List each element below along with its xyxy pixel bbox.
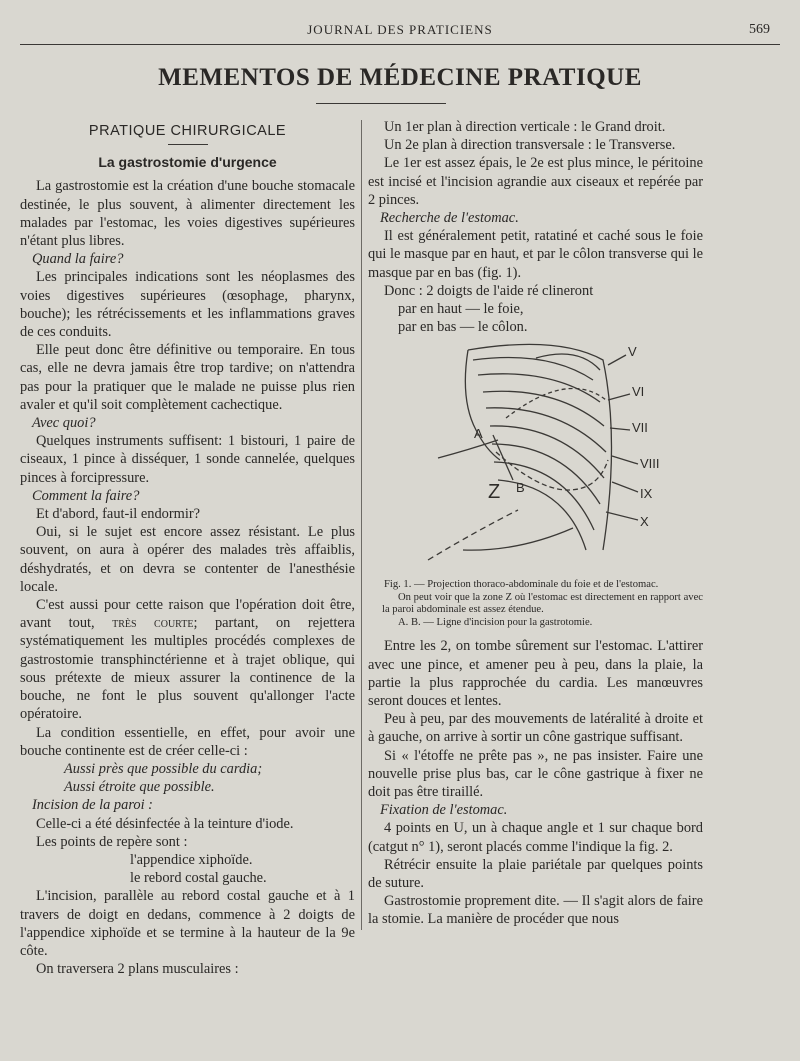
indented-line: par en haut — le foie, <box>398 301 524 318</box>
header-rule <box>20 44 780 45</box>
paragraph: Un 2e plan à direction transversale : le Transverse. <box>384 137 676 154</box>
paragraph: Entre les 2, on tombe sûrement sur l'estomac. L'attirer avec une pince, et amener peu à peu, dans la plaie, la partie la plus rapprochée du cardia. Les manœuvres seront douces et lentes. <box>368 638 703 710</box>
caption-line: Fig. 1. — Projection thoraco-abdominale du foie et de l'estomac. <box>384 579 659 591</box>
title-rule <box>316 103 446 104</box>
paragraph: Rétrécir ensuite la plaie pariétale par quelques points de suture. <box>368 856 703 892</box>
rib-diagram <box>368 340 703 575</box>
landmark-line: le rebord costal gauche. <box>130 870 267 887</box>
pointer-line <box>612 456 638 464</box>
caption-line: A. B. — Ligne d'incision pour la gastrotomie. <box>398 616 593 628</box>
liver-edge <box>506 389 606 419</box>
left-column <box>20 120 355 978</box>
right-column <box>368 118 703 929</box>
spacer <box>368 629 703 637</box>
point-label: B <box>516 480 525 496</box>
quote-line: Aussi étroite que possible. <box>64 779 215 796</box>
rib-label: VI <box>632 384 645 400</box>
paragraph: La gastrostomie est la création d'une bouche stomacale destinée, le plus souvent, à alimenter directement les malades par l'estomac, les voies digestives supérieures n'étant plus libres. <box>20 178 355 250</box>
text-run: ; partant, on rejettera systématiquement les multiples procédés complexes de gastrostomie transphinctérienne et à trajet oblique, qui sous prétexte de mieux assurer la continence de la bouche, ne font le plus souvent qu'allonger l'acte opératoire. <box>20 615 355 723</box>
paragraph: L'incision, parallèle au rebord costal gauche et à 1 travers de doigt en dedans, commence à 2 doigts de l'appendice xiphoïde et se termine à la hauteur de la 9e côte. <box>20 888 355 959</box>
paragraph: Donc : 2 doigts de l'aide ré clineront <box>384 282 594 299</box>
point-label: A <box>474 426 483 442</box>
paragraph: Si « l'étoffe ne prête pas », ne pas insister. Faire une nouvelle prise plus bas, car le cône gastrique à fixer ne doit pas être tiraillé. <box>368 747 703 801</box>
paragraph: Les principales indications sont les néoplasmes des voies digestives supérieures (œsophage, pharynx, bouche); les rétrécissements et les inflammations graves de ces conduits. <box>20 269 355 341</box>
article-title: La gastrostomie d'urgence <box>98 154 277 171</box>
pointer-line <box>608 355 626 365</box>
journal-name: JOURNAL DES PRATICIENS <box>307 22 493 37</box>
paragraph: On traversera 2 plans musculaires : <box>36 961 239 978</box>
pointer-line <box>610 428 630 430</box>
section-rule <box>168 144 208 145</box>
small-caps-run: très courte <box>112 615 194 632</box>
page-title: MEMENTOS DE MÉDECINE PRATIQUE <box>158 64 642 91</box>
paragraph: Peu à peu, par des mouvements de latéralité à droite et à gauche, on arrive à sortir un cône gastrique suffisant. <box>368 711 703 746</box>
rib-label: VIII <box>640 456 660 472</box>
pointer-line <box>606 512 638 520</box>
step-heading: Fixation de l'estomac. <box>380 802 508 819</box>
colon-line <box>428 510 518 560</box>
column-divider <box>361 120 362 930</box>
text-run: C'est aussi pour cette raison que l'opération doit être, avant tout, <box>20 597 355 632</box>
pointer-line <box>612 482 638 492</box>
rib-contour <box>468 345 612 551</box>
paragraph: Quelques instruments suffisent: 1 bistouri, 1 paire de ciseaux, 1 pince à disséquer, 1 sonde cannelée, quelques pinces à forcipressure. <box>20 433 355 486</box>
rib-label: V <box>628 344 637 360</box>
rib-label: X <box>640 514 649 530</box>
rib-label: VII <box>632 420 648 436</box>
paragraph: Et d'abord, faut-il endormir? <box>36 506 201 523</box>
section-heading: PRATIQUE CHIRURGICALE <box>88 123 287 139</box>
step-heading: Recherche de l'estomac. <box>380 210 519 227</box>
landmark-line: l'appendice xiphoïde. <box>130 851 253 868</box>
step-heading: Incision de la paroi : <box>32 797 153 814</box>
paragraph: Celle-ci a été désinfectée à la teinture d'iode. <box>36 815 294 832</box>
costal-margin <box>463 528 573 550</box>
paragraph: Oui, si le sujet est encore assez résistant. Le plus souvent, on aura à opérer des malades très affaiblis, déshydratés, et on devra se contenter de l'anesthésie locale. <box>20 524 355 595</box>
paragraph <box>20 596 355 723</box>
pointer-line <box>608 394 630 400</box>
indented-line: par en bas — le côlon. <box>398 319 528 336</box>
caption-line: On peut voir que la zone Z où l'estomac est directement en rapport avec la paroi abdominale est assez étendue. <box>382 591 703 616</box>
paragraph: Elle peut donc être définitive ou temporaire. En tous cas, elle ne devra jamais être trop tardive; on n'attendra pas pour la pratiquer que le malade ne puisse plus rien avaler et qu'il soit complètement cachectique. <box>20 342 355 413</box>
page-number: 569 <box>749 22 770 37</box>
rib-curve <box>473 358 593 381</box>
question-heading: Comment la faire? <box>32 487 140 504</box>
paragraph: La condition essentielle, en effet, pour avoir une bouche continente est de créer celle-ci : <box>20 724 355 759</box>
figure-caption <box>368 579 703 629</box>
paragraph: 4 points en U, un à chaque angle et 1 sur chaque bord (catgut n° 1), seront placés comme l'indique la fig. 2. <box>368 820 703 855</box>
paragraph: Gastrostomie proprement dite. — Il s'agit alors de faire la stomie. La manière de procéder que nous <box>368 893 703 928</box>
running-header <box>20 22 780 40</box>
paragraph: Un 1er plan à direction verticale : le Grand droit. <box>384 119 666 135</box>
rib-curve <box>490 426 604 478</box>
quote-line: Aussi près que possible du cardia; <box>64 760 263 777</box>
figure-1 <box>368 340 703 575</box>
zone-label: Z <box>488 481 501 504</box>
paragraph: Le 1er est assez épais, le 2e est plus mince, le péritoine est incisé et l'incision agrandie aux ciseaux et repérée par 2 pinces. <box>368 155 703 208</box>
question-heading: Quand la faire? <box>32 251 124 268</box>
paragraph: Il est généralement petit, ratatiné et caché sous le foie qui le masque par en haut, et par le côlon transverse qui le masque par en bas (fig. 1). <box>368 228 703 281</box>
question-heading: Avec quoi? <box>32 415 96 432</box>
rib-curve <box>483 392 604 427</box>
rib-label: IX <box>640 486 653 502</box>
paragraph: Les points de repère sont : <box>36 833 188 850</box>
